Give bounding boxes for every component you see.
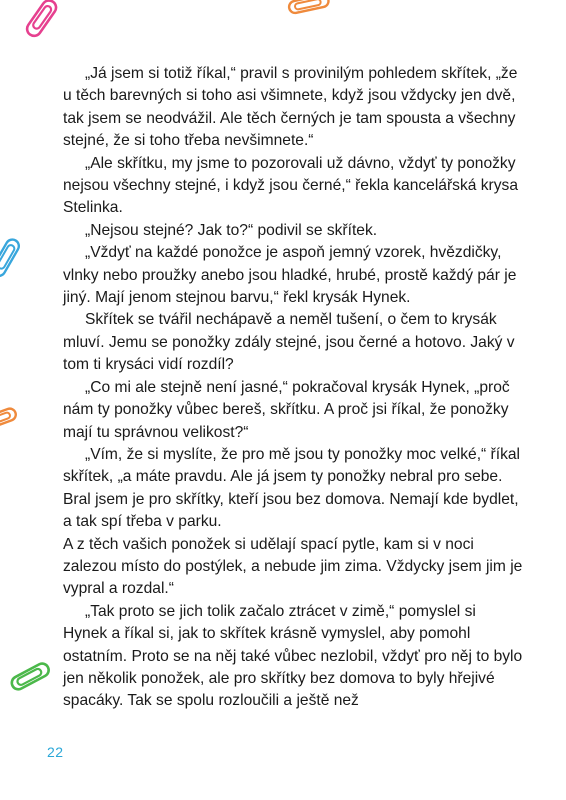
pink-paperclip-icon bbox=[22, 0, 60, 42]
story-text bbox=[63, 63, 523, 713]
paragraph-5: Skřítek se tvářil nechápavě a neměl tušení, o čem to krysák mluví. Jemu se ponožky zdály stejné, jsou černé a hotovo. Jaký v tom ti krysáci vidí rozdíl? bbox=[63, 311, 515, 374]
paragraph-2: „Ale skřítku, my jsme to pozorovali už dávno, vždyť ty ponožky nejsou všechny stejné, i když jsou černé,“ řekla kancelářská krysa Stelinka. bbox=[63, 154, 519, 217]
paragraph-3: „Nejsou stejné? Jak to?“ podivil se skřítek. bbox=[85, 221, 378, 239]
orange-paperclip-icon bbox=[286, 0, 332, 18]
blue-paperclip-icon bbox=[0, 236, 22, 280]
orange-paperclip-left-icon bbox=[0, 404, 20, 428]
paragraph-9: „Tak proto se jich tolik začalo ztrácet v zimě,“ pomyslel si Hynek a říkal si, jak to skřítek krásně vymyslel, aby pomohl ostatním. Proto se na něj také vůbec nezlobil, vždyť pro něj to bylo jen několik ponožek, ale pro skřítky bez domova to byly hřejivé spacáky. Tak se spolu rozloučili a ještě než bbox=[63, 602, 523, 710]
paragraph-4: „Vždyť na každé ponožce je aspoň jemný vzorek, hvězdičky, vlnky nebo proužky anebo jsou hladké, hrubé, prostě každý pár je jiný. Mají jenom stejnou barvu,“ řekl krysák Hynek. bbox=[63, 244, 517, 307]
paragraph-8: A z těch vašich ponožek si udělají spací pytle, kam si v noci zalezou místo do postýlek, a nebude jim zima. Vždycky jsem jim je vypral a rozdal.“ bbox=[63, 535, 523, 598]
paragraph-7: „Vím, že si myslíte, že pro mě jsou ty ponožky moc velké,“ říkal skřítek, „a máte pravdu. Ale já jsem ty ponožky nebral pro sebe. Bral jsem je pro skřítky, kteří jsou bez domova. Nemají kde bydlet, a tak spí třeba v parku. bbox=[63, 445, 521, 531]
paragraph-1: „Já jsem si totiž říkal,“ pravil s provinilým pohledem skřítek, „že u těch barevných si toho asi všimnete, když jsou vždycky jen dvě, tak jsem se neodvážil. Ale těch černých je tam spousta a všechny stejné, že si toho třeba nevšimnete.“ bbox=[63, 65, 518, 150]
paragraph-6: „Co mi ale stejně není jasné,“ pokračoval krysák Hynek, „proč nám ty ponožky vůbec bereš, skřítku. A proč jsi říkal, že ponožky mají tu správnou velikost?“ bbox=[63, 378, 510, 441]
green-paperclip-icon bbox=[6, 658, 54, 694]
page-number: 22 bbox=[47, 744, 64, 760]
